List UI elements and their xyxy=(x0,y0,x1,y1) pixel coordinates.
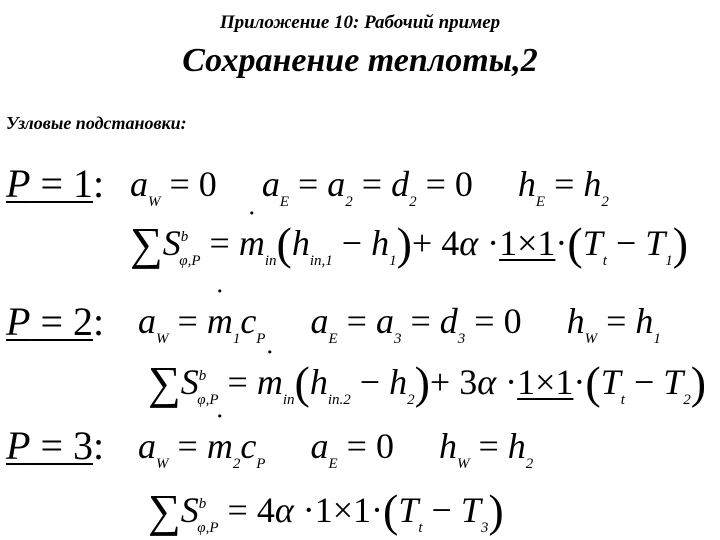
section-label: Узловые подстановки: xyxy=(6,113,187,133)
slide-subtitle: Приложение 10: Рабочий пример xyxy=(219,12,501,33)
case-label-p3: P = 3: xyxy=(6,423,105,468)
slide-title: Сохранение теплоты,2 xyxy=(182,42,538,79)
case-coeffs-p1: $a_W = 0$ $a_E = a_2 = d_2 = 0$ $h_E = h_2$ xyxy=(130,164,609,210)
case-source-p1: $\sum S^b_{\varphi,P} = m$ $˙_{in}(h_{in,1} - h_1)+ 4\alpha \cdot 1\times 1\cdot(T_t - T_1)$ xyxy=(130,221,688,269)
case-coeffs-p3: $a_W = m$ $˙_2c_P$ $a_E = 0$ $h_W = h_2$ xyxy=(138,428,533,472)
case-source-p2: $\sum S^b_{\varphi,P} = m$ $˙_{in}(h_{in.2} - h_2)+ 3\alpha \cdot 1\times 1\cdot(T_t - T_2)$ xyxy=(148,360,706,408)
case-source-p3: $\sum S^b_{\varphi,P} = 4\alpha \cdot 1\times 1\cdot(T_t - T_3)$ xyxy=(148,485,504,536)
case-label-p1: P = 1: xyxy=(6,161,105,206)
case-coeffs-p2: $a_W = m$ $˙_1c_P$ $a_E = a_3 = d_3 = 0$ $h_W = h_1$ xyxy=(138,303,661,347)
case-label-p2: P = 2: xyxy=(6,299,105,344)
